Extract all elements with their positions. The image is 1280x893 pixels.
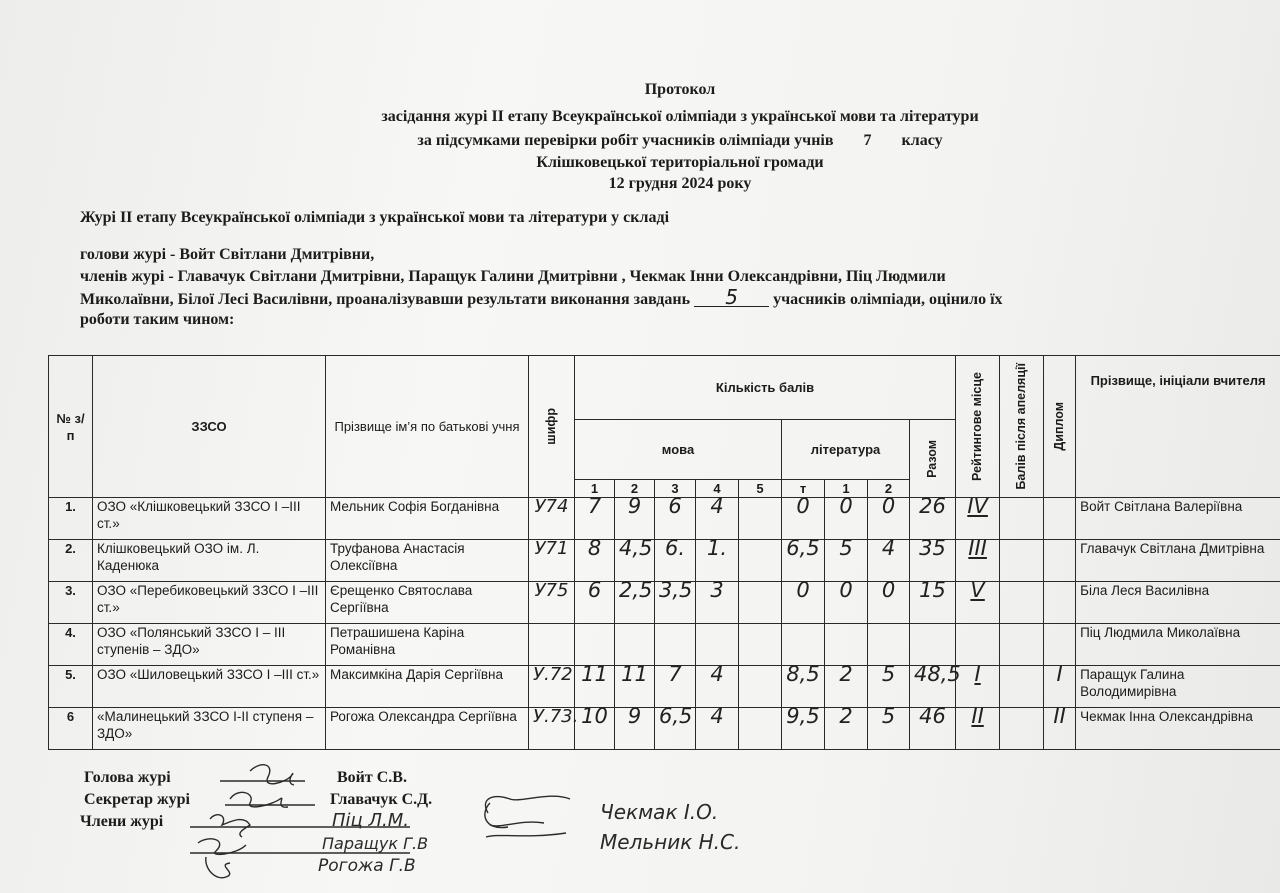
student-cell: Рогожа Олександра Сергіївна bbox=[326, 708, 529, 750]
lit1-cell: 0 bbox=[825, 582, 868, 624]
class-line-suffix: класу bbox=[901, 132, 943, 149]
header-school: ЗЗСО bbox=[93, 356, 326, 498]
header-diploma-label: Диплом bbox=[1052, 402, 1067, 451]
appeal-cell bbox=[1000, 666, 1044, 708]
cipher-cell: У71 bbox=[529, 540, 575, 582]
lang-col-1: 1 bbox=[575, 480, 615, 498]
cipher-cell: У.72 bbox=[529, 666, 575, 708]
teacher-cell: Паращук Галина Володимирівна bbox=[1076, 666, 1280, 708]
table-row bbox=[49, 582, 1280, 624]
header-teacher: Прізвище, ініціали вчителя bbox=[1076, 356, 1280, 498]
rank-cell: III bbox=[956, 540, 1000, 582]
head-label: Голова журі bbox=[84, 769, 171, 786]
row-number: 1. bbox=[49, 498, 93, 540]
header-lang: мова bbox=[575, 420, 782, 480]
teacher-cell: Біла Леся Василівна bbox=[1076, 582, 1280, 624]
lang-col-2: 2 bbox=[615, 480, 655, 498]
teacher-cell: Главачук Світлана Дмитрівна bbox=[1076, 540, 1280, 582]
l4-cell: 4 bbox=[696, 708, 739, 750]
l1-cell: 11 bbox=[575, 666, 615, 708]
l1-cell: 8 bbox=[575, 540, 615, 582]
l3-cell: 6,5 bbox=[655, 708, 696, 750]
header-rank-label: Рейтингове місце bbox=[970, 372, 985, 481]
l5-cell bbox=[739, 666, 782, 708]
appeal-cell bbox=[1000, 624, 1044, 666]
header-total bbox=[910, 420, 956, 498]
lang-col-3: 3 bbox=[655, 480, 696, 498]
l2-cell: 4,5 bbox=[615, 540, 655, 582]
l1-cell: 6 bbox=[575, 582, 615, 624]
rank-cell: V bbox=[956, 582, 1000, 624]
school-cell: ОЗО «Шиловецький ЗЗСО І –ІІІ ст.» bbox=[93, 666, 326, 708]
tasks-count: 5 bbox=[694, 288, 769, 307]
header-cipher bbox=[529, 356, 575, 498]
cipher-cell: У74 bbox=[529, 498, 575, 540]
appeal-cell bbox=[1000, 582, 1044, 624]
school-cell: ОЗО «Полянський ЗЗСО І – ІІІ ступенів – ЗДО» bbox=[93, 624, 326, 666]
row-number: 4. bbox=[49, 624, 93, 666]
l2-cell bbox=[615, 624, 655, 666]
total-cell: 15 bbox=[910, 582, 956, 624]
lit-col-2: 2 bbox=[868, 480, 910, 498]
header-num: № з/п bbox=[49, 356, 93, 498]
l5-cell bbox=[739, 708, 782, 750]
lit2-cell bbox=[868, 624, 910, 666]
l1-cell bbox=[575, 624, 615, 666]
total-cell bbox=[910, 624, 956, 666]
member-sign-chekmak: Чекмак І.О. bbox=[600, 800, 719, 824]
table-body bbox=[49, 494, 1280, 750]
lt-cell: 6,5 bbox=[782, 540, 825, 582]
jury-head-line: голови журі - Войт Світлани Дмитрівни, bbox=[80, 246, 375, 263]
secretary-name: Главачук С.Д. bbox=[330, 791, 433, 808]
header-scores: Кількість балів bbox=[575, 356, 956, 420]
l5-cell bbox=[739, 498, 782, 540]
table-row bbox=[49, 624, 1280, 666]
table-row bbox=[49, 708, 1280, 750]
protocol-date: 12 грудня 2024 року bbox=[608, 175, 752, 192]
header-student: Прізвище ім’я по батькові учня bbox=[326, 356, 529, 498]
rank-cell: II bbox=[956, 708, 1000, 750]
jury-members-line: членів журі - Главачук Світлани Дмитрівни, Паращук Галини Дмитрівни , Чекмак Інни Олександрівни, Піц Людмили bbox=[80, 268, 946, 285]
l5-cell bbox=[739, 624, 782, 666]
l4-cell bbox=[696, 624, 739, 666]
l4-cell: 3 bbox=[696, 582, 739, 624]
header-diploma bbox=[1044, 356, 1076, 498]
results-table bbox=[48, 355, 1280, 750]
l3-cell: 7 bbox=[655, 666, 696, 708]
l4-cell: 4 bbox=[696, 498, 739, 540]
school-cell: ОЗО «Клішковецький ЗЗСО І –ІІІ ст.» bbox=[93, 498, 326, 540]
header-lit: література bbox=[782, 420, 910, 480]
lt-cell: 0 bbox=[782, 498, 825, 540]
lit1-cell: 0 bbox=[825, 498, 868, 540]
header-appeal-label: Балів після апеляції bbox=[1014, 363, 1029, 490]
member-sign-pits: Піц Л.М. bbox=[332, 810, 410, 831]
table-row bbox=[49, 498, 1280, 540]
row-number: 3. bbox=[49, 582, 93, 624]
total-cell: 48,5 bbox=[910, 666, 956, 708]
diploma-cell bbox=[1044, 540, 1076, 582]
student-cell: Єрещенко Святослава Сергіївна bbox=[326, 582, 529, 624]
header-rank bbox=[956, 356, 1000, 498]
lit2-cell: 0 bbox=[868, 498, 910, 540]
intro-final-line: роботи таким чином: bbox=[80, 311, 235, 328]
member-sign-parashchuk: Паращук Г.В bbox=[322, 834, 429, 853]
student-cell: Мельник Софія Богданівна bbox=[326, 498, 529, 540]
school-cell: «Малинецький ЗЗСО І-ІІ ступеня – ЗДО» bbox=[93, 708, 326, 750]
l5-cell bbox=[739, 540, 782, 582]
diploma-cell bbox=[1044, 498, 1076, 540]
appeal-cell bbox=[1000, 498, 1044, 540]
diploma-cell: II bbox=[1044, 708, 1076, 750]
student-cell: Петрашишена Каріна Романівна bbox=[326, 624, 529, 666]
teacher-cell: Чекмак Інна Олександрівна bbox=[1076, 708, 1280, 750]
secretary-label: Секретар журі bbox=[84, 791, 190, 808]
header-total-label: Разом bbox=[925, 439, 940, 478]
diploma-cell: I bbox=[1044, 666, 1076, 708]
l5-cell bbox=[739, 582, 782, 624]
header-cipher-label: шифр bbox=[544, 408, 558, 445]
lit1-cell bbox=[825, 624, 868, 666]
row-number: 5. bbox=[49, 666, 93, 708]
total-cell: 26 bbox=[910, 498, 956, 540]
row-number: 6 bbox=[49, 708, 93, 750]
protocol-class-line bbox=[0, 131, 1280, 151]
protocol-subtitle: засідання журі ІІ етапу Всеукраїнської олімпіади з української мови та літератури bbox=[381, 108, 979, 125]
lt-cell bbox=[782, 624, 825, 666]
members-cont-suffix: учасників олімпіади, оцінило їх bbox=[773, 291, 1003, 308]
l2-cell: 2,5 bbox=[615, 582, 655, 624]
teacher-cell: Піц Людмила Миколаївна bbox=[1076, 624, 1280, 666]
class-number: 7 bbox=[863, 132, 872, 149]
protocol-title: Протокол bbox=[644, 81, 716, 98]
rank-cell: I bbox=[956, 666, 1000, 708]
members-cont-prefix: Миколаївни, Білої Лесі Василівни, проаналізувавши результати виконання завдань bbox=[80, 291, 691, 308]
total-cell: 35 bbox=[910, 540, 956, 582]
school-cell: ОЗО «Перебиковецький ЗЗСО І –ІІІ ст.» bbox=[93, 582, 326, 624]
diploma-cell bbox=[1044, 624, 1076, 666]
school-cell: Клішковецький ОЗО ім. Л. Каденюка bbox=[93, 540, 326, 582]
appeal-cell bbox=[1000, 708, 1044, 750]
member-sign-rohozha: Рогожа Г.В bbox=[318, 856, 416, 876]
table-row bbox=[49, 666, 1280, 708]
lit2-cell: 5 bbox=[868, 708, 910, 750]
l1-cell: 10 bbox=[575, 708, 615, 750]
appeal-cell bbox=[1000, 540, 1044, 582]
cipher-cell: У75 bbox=[529, 582, 575, 624]
lit1-cell: 5 bbox=[825, 540, 868, 582]
l3-cell bbox=[655, 624, 696, 666]
cipher-cell: У.73. bbox=[529, 708, 575, 750]
lang-col-4: 4 bbox=[696, 480, 739, 498]
intro-line: Журі ІІ етапу Всеукраїнської олімпіади з української мови та літератури у складі bbox=[80, 209, 670, 226]
lit1-cell: 2 bbox=[825, 666, 868, 708]
head-name: Войт С.В. bbox=[337, 769, 407, 786]
lit-col-1: 1 bbox=[825, 480, 868, 498]
lit2-cell: 0 bbox=[868, 582, 910, 624]
lit2-cell: 4 bbox=[868, 540, 910, 582]
l2-cell: 9 bbox=[615, 498, 655, 540]
class-line-prefix: за підсумками перевірки робіт учасників олімпіади учнів bbox=[417, 132, 834, 149]
members-label: Члени журі bbox=[80, 813, 164, 830]
l3-cell: 6. bbox=[655, 540, 696, 582]
row-number: 2. bbox=[49, 540, 93, 582]
cipher-cell bbox=[529, 624, 575, 666]
student-cell: Труфанова Анастасія Олексіївна bbox=[326, 540, 529, 582]
rank-cell bbox=[956, 624, 1000, 666]
l4-cell: 4 bbox=[696, 666, 739, 708]
l1-cell: 7 bbox=[575, 498, 615, 540]
l4-cell: 1. bbox=[696, 540, 739, 582]
lt-cell: 0 bbox=[782, 582, 825, 624]
header-appeal bbox=[1000, 356, 1044, 498]
lt-cell: 8,5 bbox=[782, 666, 825, 708]
teacher-cell: Войт Світлана Валеріївна bbox=[1076, 498, 1280, 540]
lit-col-t: т bbox=[782, 480, 825, 498]
community-name: Клішковецької територіальної громади bbox=[536, 154, 824, 171]
rank-cell: IV bbox=[956, 498, 1000, 540]
jury-members-cont bbox=[80, 285, 1003, 310]
member-sign-melnyk: Мельник Н.С. bbox=[600, 830, 741, 854]
total-cell: 46 bbox=[910, 708, 956, 750]
l3-cell: 3,5 bbox=[655, 582, 696, 624]
student-cell: Максимкіна Дарія Сергіївна bbox=[326, 666, 529, 708]
lt-cell: 9,5 bbox=[782, 708, 825, 750]
l2-cell: 11 bbox=[615, 666, 655, 708]
lit1-cell: 2 bbox=[825, 708, 868, 750]
diploma-cell bbox=[1044, 582, 1076, 624]
lit2-cell: 5 bbox=[868, 666, 910, 708]
l3-cell: 6 bbox=[655, 498, 696, 540]
l2-cell: 9 bbox=[615, 708, 655, 750]
lang-col-5: 5 bbox=[739, 480, 782, 498]
table-row bbox=[49, 540, 1280, 582]
